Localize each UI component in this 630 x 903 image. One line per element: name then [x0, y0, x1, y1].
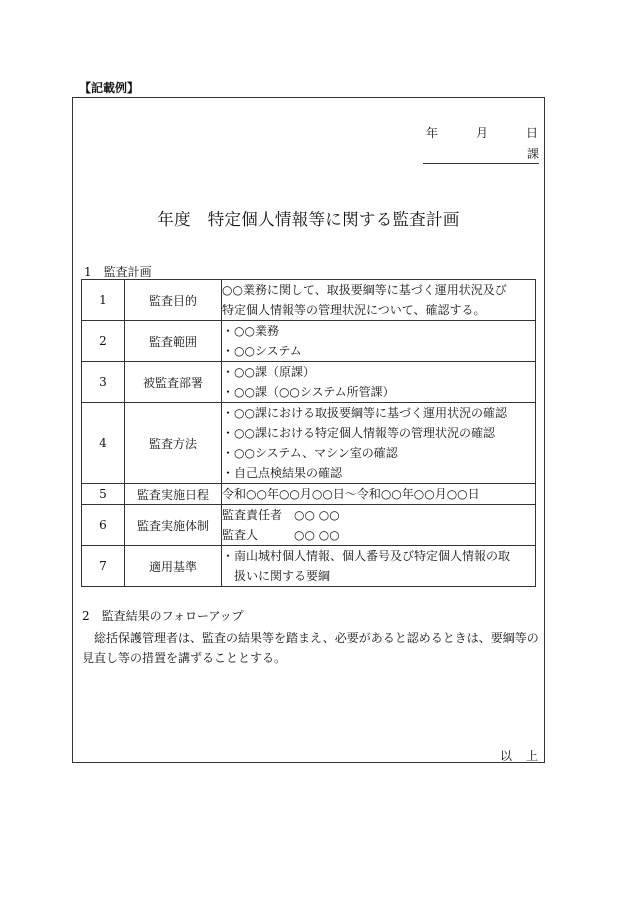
row-content — [222, 546, 536, 587]
date-year-label: 年 — [425, 126, 438, 140]
row-item: 監査実施体制 — [125, 505, 222, 546]
table-row — [82, 546, 536, 587]
content-line: ・○○システム — [222, 344, 302, 358]
row-content — [222, 280, 536, 321]
content-line: 令和○○年○○月○○日～令和○○年○○月○○日 — [222, 487, 480, 501]
page-title: 年度 特定個人情報等に関する監査計画 — [157, 210, 460, 229]
date-month-label: 月 — [475, 126, 488, 140]
table-row — [82, 321, 536, 362]
content-line: 扱いに関する要綱 — [234, 569, 331, 583]
table-row — [82, 362, 536, 403]
content-line: 監査人 ○○ ○○ — [222, 528, 340, 542]
content-line: ・自己点検結果の確認 — [222, 466, 343, 480]
section1-heading — [84, 263, 152, 280]
row-item: 監査方法 — [125, 403, 222, 484]
row-number: 7 — [82, 546, 125, 587]
row-content — [222, 403, 536, 484]
table-row — [82, 403, 536, 484]
audit-plan-table — [81, 279, 536, 587]
row-number: 6 — [82, 505, 125, 546]
section2-heading — [82, 607, 244, 624]
row-number: 3 — [82, 362, 125, 403]
row-number: 2 — [82, 321, 125, 362]
row-number: 5 — [82, 484, 125, 505]
section2-body: 総括保護管理者は、監査の結果等を踏まえ、必要があると認めるときは、要綱等の見直し等の措置を講ずることとする。 — [82, 631, 539, 665]
content-line: ・○○課（原課） — [222, 365, 315, 379]
row-item: 適用基準 — [125, 546, 222, 587]
table-row — [82, 280, 536, 321]
row-item: 被監査部署 — [125, 362, 222, 403]
department-suffix: 課 — [526, 147, 539, 161]
section1-title: 監査計画 — [103, 265, 152, 279]
content-line: ・南山城村個人情報、個人番号及び特定個人情報の取 — [222, 549, 511, 563]
closing-mark — [500, 747, 538, 764]
content-line: ・○○システム、マシン室の確認 — [222, 446, 398, 460]
row-content — [222, 484, 536, 505]
content-line: ・○○課（○○システム所管課） — [222, 385, 395, 399]
date-day-label: 日 — [525, 126, 538, 140]
row-item: 監査実施日程 — [125, 484, 222, 505]
row-content — [222, 362, 536, 403]
content-line: ・○○業務 — [222, 324, 279, 338]
example-label: 【記載例】 — [79, 81, 140, 95]
row-number: 1 — [82, 280, 125, 321]
row-content — [222, 321, 536, 362]
content-line: ・○○課における取扱要綱等に基づく運用状況の確認 — [222, 406, 507, 420]
section2-title: 監査結果のフォローアップ — [101, 609, 244, 623]
date-line — [426, 124, 538, 141]
content-line: ○○業務に関して、取扱要綱等に基づく運用状況及び — [222, 283, 507, 297]
department-line — [423, 145, 539, 164]
section2-number: 2 — [82, 609, 90, 623]
table-row — [82, 484, 536, 505]
row-content — [222, 505, 536, 546]
closing-first: 以 — [500, 749, 513, 763]
closing-second: 上 — [526, 749, 539, 763]
section1-number: 1 — [84, 265, 92, 279]
row-item: 監査目的 — [125, 280, 222, 321]
content-line: ・○○課における特定個人情報等の管理状況の確認 — [222, 426, 495, 440]
row-number: 4 — [82, 403, 125, 484]
content-line: 監査責任者 ○○ ○○ — [222, 508, 340, 522]
row-item: 監査範囲 — [125, 321, 222, 362]
table-row — [82, 505, 536, 546]
content-line: 特定個人情報等の管理状況について、確認する。 — [222, 303, 486, 317]
